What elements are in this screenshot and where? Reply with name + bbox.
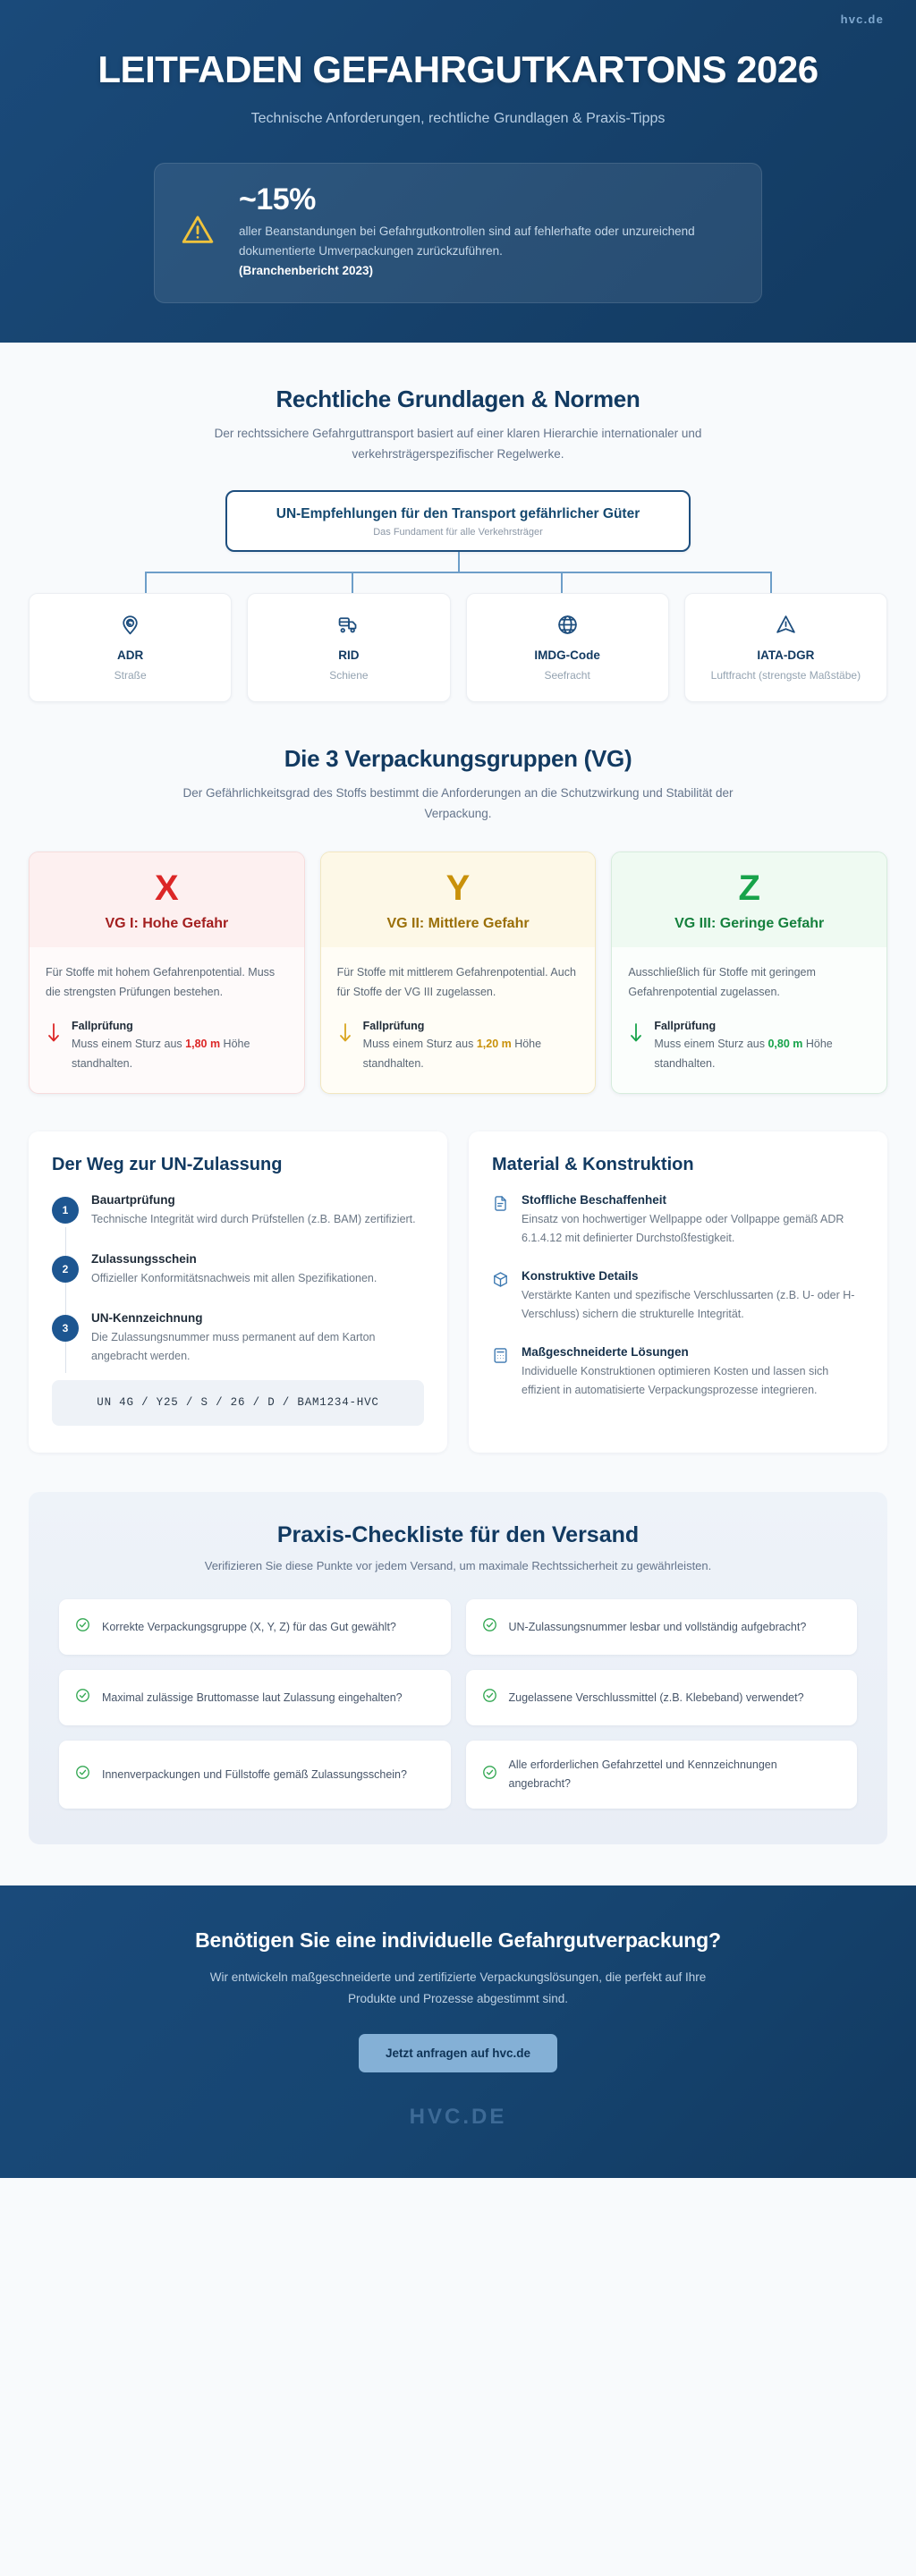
checklist-item-text: Zugelassene Verschlussmittel (z.B. Klebeband) verwendet?: [508, 1690, 804, 1704]
legal-title: Rechtliche Grundlagen & Normen: [276, 385, 640, 412]
drop-test-block: [46, 1020, 288, 1073]
packing-group-description: Ausschließlich für Stoffe mit geringem Gefahrenpotential zugelassen.: [628, 966, 816, 998]
packing-group-body: [30, 947, 304, 1093]
hierarchy-connectors: [29, 552, 887, 593]
arrow-down-icon: [628, 1020, 644, 1073]
step-title: Zulassungsschein: [91, 1252, 197, 1267]
drop-test-title: Fallprüfung: [362, 1020, 425, 1033]
check-circle-icon: [482, 1688, 497, 1707]
drop-test-block: [337, 1020, 580, 1073]
drop-test-suffix: Höhe standhalten.: [362, 1038, 542, 1070]
hero-brand-logo: hvc.de: [840, 13, 884, 26]
page-title: LEITFADEN GEFAHRGUTKARTONS 2026: [98, 48, 818, 90]
regulation-name: ADR: [117, 648, 144, 662]
packing-group-body: [321, 947, 596, 1093]
connector-horizontal: [145, 572, 772, 573]
material-panel: [469, 1131, 887, 1453]
legal-section-header: [29, 343, 887, 465]
check-circle-icon: [75, 1765, 90, 1784]
drop-test-prefix: Muss einem Sturz aus: [362, 1038, 477, 1051]
location-pin-icon: [42, 614, 218, 637]
packing-groups-header: [29, 702, 887, 825]
packing-group-label: VG I: Hohe Gefahr: [105, 915, 229, 931]
material-item-title: Konstruktive Details: [522, 1269, 639, 1284]
checklist-item-text: Maximal zulässige Bruttomasse laut Zulassung eingehalten?: [102, 1690, 403, 1704]
material-item-text: Einsatz von hochwertiger Wellpappe oder Vollpappe gemäß ADR 6.1.4.12 mit definierter Durchstoßfestigkeit.: [522, 1213, 844, 1245]
approval-step-3: [52, 1311, 424, 1377]
material-item-construction: [492, 1269, 864, 1324]
stat-source: (Branchenbericht 2023): [239, 263, 374, 277]
drop-test-prefix: Muss einem Sturz aus: [72, 1038, 186, 1051]
material-item-text: Verstärkte Kanten und spezifische Verschlussarten (z.B. U- oder H-Verschluss) sichern die strukturelle Integrität.: [522, 1289, 855, 1321]
regulation-mode: Luftfracht (strengste Maßstäbe): [710, 668, 861, 682]
checklist-item[interactable]: [466, 1599, 858, 1655]
un-recommendations-box: [225, 490, 691, 552]
material-title: Material & Konstruktion: [492, 1155, 694, 1175]
cta-section: [0, 1885, 916, 2178]
checklist-item-text: UN-Zulassungsnummer lesbar und vollständig aufgebracht?: [508, 1620, 807, 1633]
regulation-card-grid: [29, 593, 887, 702]
packing-group-header: [30, 852, 304, 948]
packing-group-card-z[interactable]: [611, 852, 887, 1095]
connector-drop-1: [145, 572, 147, 593]
check-circle-icon: [482, 1617, 497, 1637]
checklist-section: [0, 1492, 916, 1844]
packing-groups-title: Die 3 Verpackungsgruppen (VG): [284, 744, 632, 772]
un-box-subtitle: Das Fundament für alle Verkehrsträger: [373, 526, 543, 538]
un-box-title: UN-Empfehlungen für den Transport gefährlicher Güter: [276, 505, 640, 521]
connector-vertical-top: [458, 552, 460, 572]
drop-test-suffix: Höhe standhalten.: [72, 1038, 250, 1070]
hero-stat-card: [154, 163, 762, 303]
regulation-name: IATA-DGR: [757, 648, 815, 662]
train-icon: [260, 614, 437, 637]
packing-group-description: Für Stoffe mit hohem Gefahrenpotential. Muss die strengsten Prüfungen bestehen.: [46, 966, 276, 998]
approval-title: Der Weg zur UN-Zulassung: [52, 1155, 283, 1175]
checklist-title: Praxis-Checkliste für den Versand: [276, 1522, 640, 1548]
packing-group-letter: X: [154, 868, 179, 908]
stat-description: aller Beanstandungen bei Gefahrgutkontrollen sind auf fehlerhafte oder unzureichend dokumentierte Umverpackungen zurückzuführen.: [239, 225, 695, 258]
approval-step-2: [52, 1252, 424, 1311]
page-subtitle: Technische Anforderungen, rechtliche Grundlagen & Praxis-Tipps: [250, 110, 666, 126]
packing-group-letter: Y: [445, 868, 471, 908]
cta-subtitle: Wir entwickeln maßgeschneiderte und zertifizierte Verpackungslösungen, die perfekt auf Ihre Produkte und Prozesse abgestimmt sind.: [209, 1970, 707, 2005]
packing-group-label: VG II: Mittlere Gefahr: [386, 915, 530, 931]
cta-button[interactable]: Jetzt anfragen auf hvc.de: [359, 2034, 557, 2072]
document-icon: [492, 1193, 510, 1248]
step-title: Bauartprüfung: [91, 1193, 175, 1208]
material-item-title: Maßgeschneiderte Lösungen: [522, 1345, 689, 1360]
packing-group-description: Für Stoffe mit mittlerem Gefahrenpotential. Auch für Stoffe der VG III zugelassen.: [336, 966, 576, 998]
regulation-card-imdg[interactable]: [466, 593, 669, 702]
approval-steps: [52, 1193, 424, 1377]
checklist-item[interactable]: [59, 1599, 451, 1655]
packing-group-letter: Z: [738, 868, 760, 908]
drop-test-value: 0,80 m: [768, 1038, 803, 1051]
arrow-down-icon: [337, 1020, 353, 1073]
connector-drop-2: [352, 572, 353, 593]
step-text: Offizieller Konformitätsnachweis mit allen Spezifikationen.: [91, 1272, 377, 1285]
checklist-item-text: Korrekte Verpackungsgruppe (X, Y, Z) für das Gut gewählt?: [102, 1620, 396, 1633]
checklist-item-text: Alle erforderlichen Gefahrzettel und Kennzeichnungen angebracht?: [508, 1758, 777, 1791]
checklist-item[interactable]: [59, 1741, 451, 1809]
box-3d-icon: [492, 1269, 510, 1324]
drop-test-suffix: Höhe standhalten.: [654, 1038, 833, 1070]
regulation-name: RID: [338, 648, 360, 662]
checklist-grid: [59, 1599, 857, 1809]
material-item-text: Individuelle Konstruktionen optimieren Kosten und lassen sich effizient in automatisierte Verpackungsprozesse integrieren.: [522, 1365, 829, 1397]
drop-test-title: Fallprüfung: [72, 1020, 133, 1033]
details-panels: [29, 1131, 887, 1453]
packing-group-grid: [29, 852, 887, 1095]
step-title: UN-Kennzeichnung: [91, 1311, 203, 1326]
check-circle-icon: [482, 1765, 497, 1784]
warning-triangle-icon: [180, 212, 219, 252]
drop-test-block: [628, 1020, 870, 1073]
regulation-mode: Schiene: [329, 668, 369, 682]
checklist-item[interactable]: [466, 1670, 858, 1725]
step-number: 1: [52, 1197, 79, 1224]
footer-logo: HVC.DE: [409, 2105, 507, 2130]
drop-test-prefix: Muss einem Sturz aus: [654, 1038, 768, 1051]
regulation-hierarchy: [29, 490, 887, 702]
packing-group-header: [612, 852, 886, 948]
checklist-item-text: Innenverpackungen und Füllstoffe gemäß Zulassungsschein?: [102, 1767, 407, 1781]
arrow-down-icon: [46, 1020, 62, 1073]
packing-group-label: VG III: Geringe Gefahr: [674, 915, 825, 931]
regulation-mode: Straße: [114, 668, 147, 682]
regulation-name: IMDG-Code: [534, 648, 600, 662]
regulation-card-adr[interactable]: [29, 593, 232, 702]
drop-test-title: Fallprüfung: [654, 1020, 717, 1033]
regulation-mode: Seefracht: [544, 668, 590, 682]
packing-groups-section: [0, 702, 916, 1095]
material-item-custom: [492, 1345, 864, 1400]
regulation-card-rid[interactable]: [247, 593, 450, 702]
drop-test-value: 1,80 m: [185, 1038, 221, 1051]
step-text: Die Zulassungsnummer muss permanent auf dem Karton angebracht werden.: [91, 1331, 376, 1363]
calculator-icon: [492, 1345, 510, 1400]
hero-section: [0, 0, 916, 343]
un-marking-code: UN 4G / Y25 / S / 26 / D / BAM1234-HVC: [52, 1380, 424, 1426]
material-item-substance: [492, 1193, 864, 1248]
packing-group-card-x[interactable]: [29, 852, 305, 1095]
approval-panel: [29, 1131, 447, 1453]
approval-step-1: [52, 1193, 424, 1252]
checklist-subtitle: Verifizieren Sie diese Punkte vor jedem Versand, um maximale Rechtssicherheit zu gewährleisten.: [204, 1559, 712, 1573]
details-section: [0, 1131, 916, 1453]
step-number: 2: [52, 1256, 79, 1283]
step-timeline-line: [65, 1227, 66, 1373]
step-number: 3: [52, 1315, 79, 1342]
regulation-card-iata[interactable]: [684, 593, 887, 702]
packing-group-header: [321, 852, 596, 948]
plane-warning-icon: [698, 614, 874, 637]
packing-groups-subtitle: Der Gefährlichkeitsgrad des Stoffs bestimmt die Anforderungen an die Schutzwirkung und Stabilität der Verpackung.: [182, 785, 734, 820]
legal-subtitle: Der rechtssichere Gefahrguttransport basiert auf einer klaren Hierarchie internationaler und verkehrsträgerspezifischer Regelwerke.: [214, 426, 702, 461]
check-circle-icon: [75, 1617, 90, 1637]
checklist-item[interactable]: [59, 1670, 451, 1725]
material-item-title: Stoffliche Beschaffenheit: [522, 1193, 667, 1208]
cta-title: Benötigen Sie eine individuelle Gefahrgutverpackung?: [195, 1928, 721, 1953]
connector-drop-4: [770, 572, 772, 593]
step-text: Technische Integrität wird durch Prüfstellen (z.B. BAM) zertifiziert.: [91, 1213, 416, 1226]
checklist-item[interactable]: [466, 1741, 858, 1809]
stat-value: ~15%: [239, 182, 316, 216]
check-circle-icon: [75, 1688, 90, 1707]
globe-icon: [479, 614, 656, 637]
checklist-card: [29, 1492, 887, 1844]
packing-group-body: [612, 947, 886, 1093]
packing-group-card-y[interactable]: [320, 852, 597, 1095]
legal-section: [0, 343, 916, 702]
drop-test-value: 1,20 m: [476, 1038, 512, 1051]
connector-drop-3: [561, 572, 563, 593]
